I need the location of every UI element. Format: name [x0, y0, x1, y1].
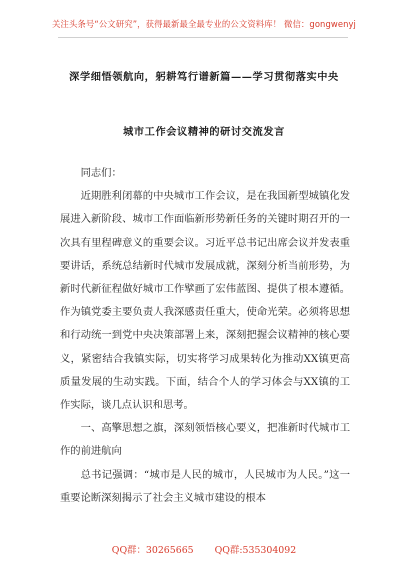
header-divider	[58, 37, 348, 38]
body-paragraph-2: 总书记强调：“城市是人民的城市，人民城市为人民。”这一重要论断深刻揭示了社会主义城市建设的根本	[60, 468, 350, 504]
document-body	[60, 162, 350, 510]
body-paragraph-1: 近期胜利闭幕的中央城市工作会议，是在我国新型城镇化发展进入新阶段、城市工作面临新形势新任务的关键时期召开的一次具有里程碑意义的重要会议。习近平总书记出席会议并发表重要讲话，系统总结新时代城市发展成就，深刻分析当前形势，为新时代新征程做好城市工作擘画了宏伟蓝图、提供了根本遵循。作为镇党委主要负责人我深感责任重大，使命光荣。必须将思想和行动统一到党中央决策部署上来，深刻把握会议精神的核心要义，紧密结合我镇实际，切实将学习成果转化为推动XX镇更高质量发展的生动实践。下面，结合个人的学习体会与XX镇的工作实际，谈几点认识和思考。	[60, 190, 350, 412]
footer	[0, 542, 408, 556]
salutation: 同志们：	[80, 167, 122, 179]
footer-qq-group-2: QQ群:535304092	[214, 545, 297, 556]
document-title-line-2: 城市工作会议精神的研讨交流发言	[123, 126, 285, 138]
document-title-line-1: 深学细悟领航向，躬耕笃行谱新篇——学习贯彻落实中央	[69, 71, 339, 83]
header-note: 关注头条号“公文研究”，获得最新最全最专业的公文资料库！ 微信：gongwenyj	[52, 19, 356, 29]
footer-qq-group-1: QQ群：30265665	[111, 545, 194, 556]
section-heading-1: 一、高擎思想之旗，深刻领悟核心要义，把准新时代城市工作的前进航向	[60, 422, 350, 458]
